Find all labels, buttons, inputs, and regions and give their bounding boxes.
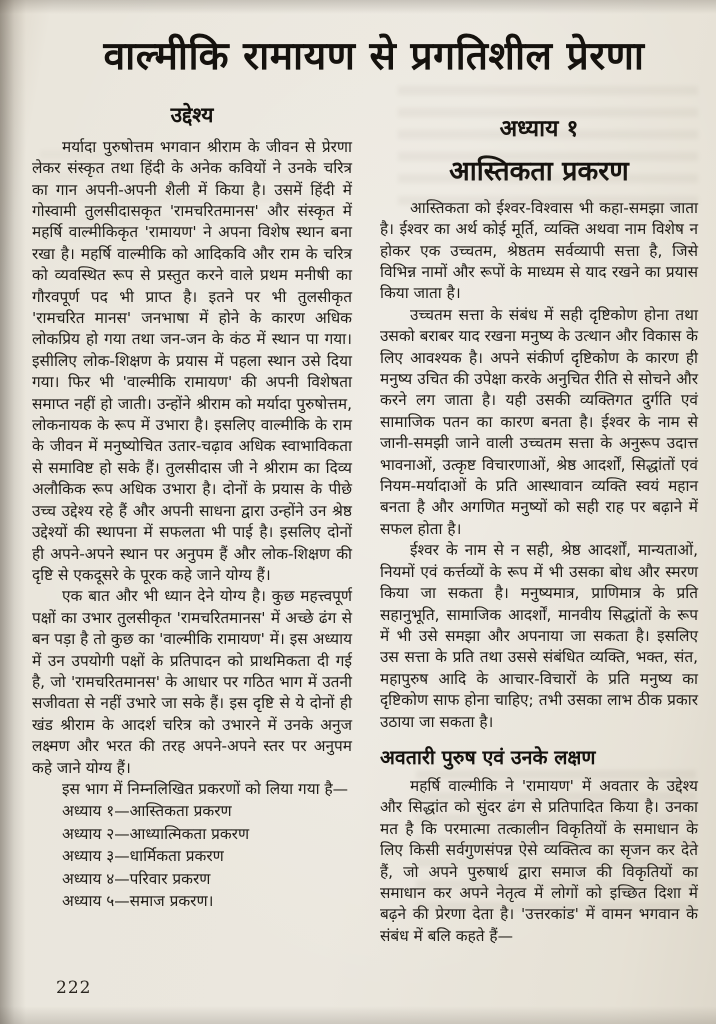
column-left	[32, 97, 352, 947]
page-title: वाल्मीकि रामायण से प्रगतिशील प्रेरणा	[103, 34, 645, 79]
column-right	[380, 97, 698, 947]
chapter-list-item: अध्याय २—आध्यात्मिकता प्रकरण	[62, 824, 250, 843]
section-title-heading: आस्तिकता प्रकरण	[449, 155, 629, 187]
chapter-list-item: अध्याय ५—समाज प्रकरण।	[62, 892, 214, 911]
left-column-heading: उद्देश्य	[170, 102, 214, 127]
subsection-heading: अवतारी पुरुष एवं उनके लक्षण	[380, 745, 596, 769]
chapter-list	[32, 800, 352, 913]
paragraph: ईश्वर के नाम से न सही, श्रेष्ठ आदर्शों, मान्यताओं, नियमों एवं कर्त्तव्यों के रूप में भी उसका बोध और स्मरण किया जा सकता है। मनुष्यमात्र, प्राणिमात्र के प्रति सहानुभूति, सामाजिक आदर्शों, मानवीय सिद्धांतों के रूप में भी उसे समझा और अपनाया जा सकता है। इसलिए उस सत्ता के प्रति तथा उससे संबंधित व्यक्ति, भक्त, संत, महापुरुष आदि के आचार-विचारों के प्रति मनुष्य का दृष्टिकोण साफ होना चाहिए; तभी उसका लाभ ठीक प्रकार उठाया जा सकता है।	[380, 541, 698, 731]
paragraph: आस्तिकता को ईश्वर-विश्वास भी कहा-समझा जाता है। ईश्वर का अर्थ कोई मूर्ति, व्यक्ति अथवा नाम विशेष न होकर एक उच्चतम, श्रेष्ठतम सर्वव्यापी सत्ता है, जिसे विभिन्न नामों और रूपों के माध्यम से याद रखने का प्रयास किया जाता है।	[380, 198, 698, 303]
page-number: 222	[56, 978, 92, 998]
chapter-list-item: अध्याय १—आस्तिकता प्रकरण	[62, 802, 232, 821]
paragraph: एक बात और भी ध्यान देने योग्य है। कुछ महत्त्वपूर्ण पक्षों का उभार तुलसीकृत 'रामचरितमानस' में अच्छे ढंग से बन पड़ा है तो कुछ का 'वाल्मीकि रामायण' में। इस अध्याय में उन उपयोगी पक्षों के प्रतिपादन को प्राथमिकता दी गई है, जो 'रामचरितमानस' के आधार पर गठित भाग में उतनी सजीवता से नहीं उभारे जा सके हैं। इस दृष्टि से ये दोनों ही खंड श्रीराम के आदर्श चरित्र को उभारने में उनके अनुज लक्ष्मण और भरत की तरह अपने-अपने स्तर पर अनुपम कहे जाने योग्य हैं।	[32, 587, 352, 777]
chapter-list-item: अध्याय ३—धार्मिकता प्रकरण	[62, 847, 224, 866]
chapter-number-heading: अध्याय १	[499, 115, 579, 142]
chapter-list-item: अध्याय ४—परिवार प्रकरण	[62, 869, 211, 888]
paragraph: महर्षि वाल्मीकि ने 'रामायण' में अवतार के उद्देश्य और सिद्धांत को सुंदर ढंग से प्रतिपादित किया है। उनका मत है कि परमात्मा तत्कालीन विकृतियों के समाधान के लिए किसी सर्वगुणसंपन्न ऐसे व्यक्तित्व का सृजन कर देते हैं, जो अपने पुरुषार्थ द्वारा समाज की विकृतियों का समाधान कर अपने नेतृत्व में लोगों को इच्छित दिशा में बढ़ने की प्रेरणा देता है। 'उत्तरकांड' में वामन भगवान के संबंध में बलि कहते हैं—	[380, 776, 698, 945]
chapter-list-intro: इस भाग में निम्नलिखित प्रकरणों को लिया गया है—	[62, 779, 349, 798]
two-column-layout	[0, 81, 716, 947]
bottom-edge-shadow	[0, 1006, 716, 1024]
paragraph: मर्यादा पुरुषोत्तम भगवान श्रीराम के जीवन से प्रेरणा लेकर संस्कृत तथा हिंदी के अनेक कवियों ने उनके चरित्र का गान अपनी-अपनी शैली में किया है। उसमें हिंदी में गोस्वामी तुलसीदासकृत 'रामचरितमानस' और संस्कृत में महर्षि वाल्मीकिकृत 'रामायण' ने अपना विशेष स्थान बना रखा है। महर्षि वाल्मीकि को आदिकवि और राम के चरित्र को व्यवस्थित रूप से प्रस्तुत करने वाले प्रथम मनीषी का गौरवपूर्ण पद भी प्राप्त है। इतने पर भी तुलसीकृत 'रामचरित मानस' जनभाषा में होने के कारण अधिक लोकप्रिय हो गया तथा जन-जन के कंठ में स्थान पा गया। इसीलिए लोक-शिक्षण के प्रयास में पहला स्थान उसे दिया गया। फिर भी 'वाल्मीकि रामायण' की अपनी विशेषता समाप्त नहीं हो जाती। उन्होंने श्रीराम को मर्यादा पुरुषोत्तम, लोकनायक के रूप में उभारा है। इसलिए वाल्मीकि के राम के जीवन में मनुष्योचित उतार-चढ़ाव अधिक स्वाभाविकता से समाविष्ट हो सके हैं। तुलसीदास जी ने श्रीराम का दिव्य अलौकिक रूप अधिक उभारा है। दोनों के प्रयास के पीछे उच्च उद्देश्य रहे हैं और अपनी साधना द्वारा उन्होंने उन श्रेष्ठ उद्देश्यों की स्थापना में सफलता भी पाई है। इसलिए दोनों ही अपने-अपने स्थान पर अनुपम हैं और लोक-शिक्षण की दृष्टि से एकदूसरे के पूरक कहे जाने योग्य हैं।	[32, 137, 352, 584]
paragraph: उच्चतम सत्ता के संबंध में सही दृष्टिकोण होना तथा उसको बराबर याद रखना मनुष्य के उत्थान और विकास के लिए आवश्यक है। अपने संकीर्ण दृष्टिकोण के कारण ही मनुष्य उचित की उपेक्षा करके अनुचित रीति से सोचने और करने लग जाता है। यही उसकी व्यक्तिगत दुर्गति एवं सामाजिक पतन का कारण बनता है। ईश्वर के नाम से जानी-समझी जाने वाली उच्चतम सत्ता के अनुरूप उदात्त भावनाओं, उत्कृष्ट विचारणाओं, श्रेष्ठ आदर्शों, सिद्धांतों एवं नियम-मर्यादाओं के प्रति आस्थावान व्यक्ति स्वयं महान बनता है और अगणित मनुष्यों को सही राह पर बढ़ाने में सफल होता है।	[380, 305, 698, 538]
